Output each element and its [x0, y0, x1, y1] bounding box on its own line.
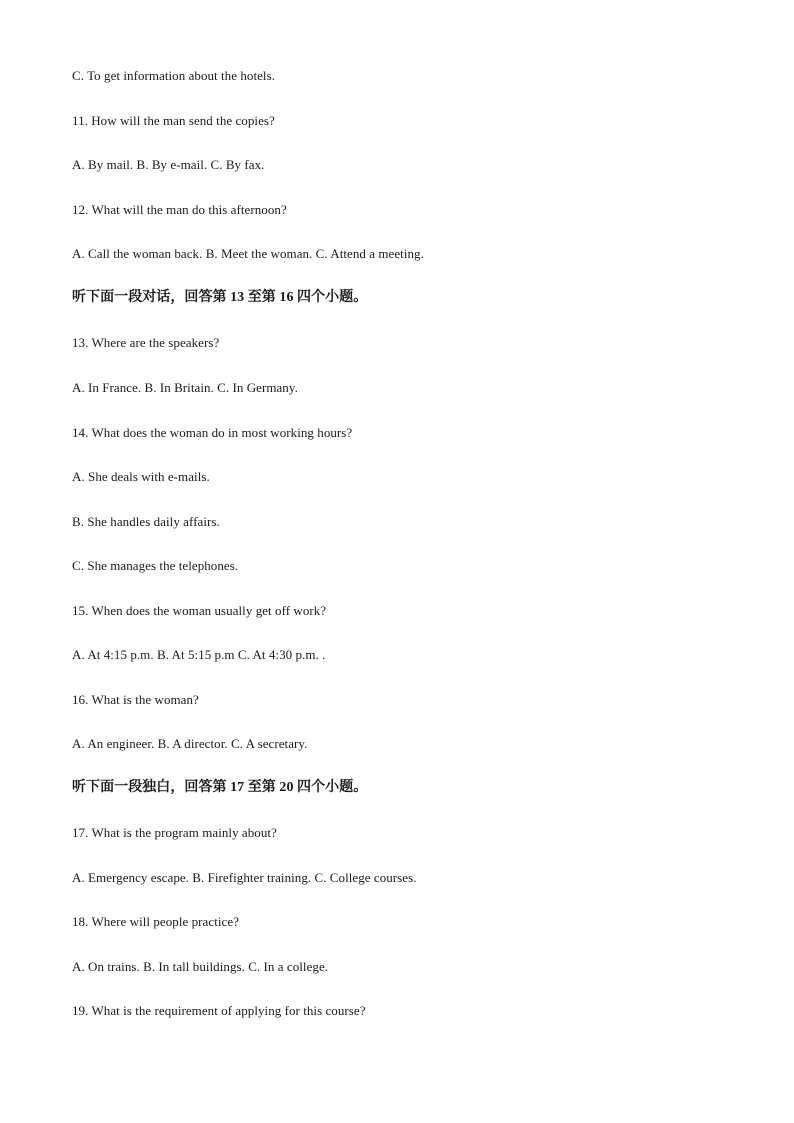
question-18: 18. Where will people practice?: [72, 914, 239, 929]
question-17: 17. What is the program mainly about?: [72, 825, 277, 840]
options-q18: A. On trains. B. In tall buildings. C. In a college.: [72, 959, 329, 974]
section-heading-13-16: 听下面一段对话，回答第 13 至第 16 四个小题。: [72, 290, 368, 305]
option-line-q10-c: C. To get information about the hotels.: [72, 68, 275, 83]
options-q13: A. In France. B. In Britain. C. In Germany.: [72, 380, 298, 395]
option-q14-c: C. She manages the telephones.: [72, 558, 239, 573]
question-15: 15. When does the woman usually get off work?: [72, 603, 327, 618]
question-14: 14. What does the woman do in most working hours?: [72, 425, 353, 440]
question-12: 12. What will the man do this afternoon?: [72, 202, 287, 217]
option-q14-a: A. She deals with e-mails.: [72, 469, 210, 484]
options-q11: A. By mail. B. By e-mail. C. By fax.: [72, 157, 265, 172]
options-q17: A. Emergency escape. B. Firefighter training. C. College courses.: [72, 870, 417, 885]
question-19: 19. What is the requirement of applying for this course?: [72, 1003, 366, 1018]
options-q16: A. An engineer. B. A director. C. A secretary.: [72, 736, 308, 751]
options-q12: A. Call the woman back. B. Meet the woman. C. Attend a meeting.: [72, 246, 424, 261]
option-q14-b: B. She handles daily affairs.: [72, 514, 220, 529]
question-11: 11. How will the man send the copies?: [72, 113, 275, 128]
section-heading-17-20: 听下面一段独白，回答第 17 至第 20 四个小题。: [72, 780, 368, 795]
options-q15: A. At 4:15 p.m. B. At 5:15 p.m C. At 4:30 p.m. .: [72, 647, 326, 662]
question-13: 13. Where are the speakers?: [72, 335, 220, 350]
question-16: 16. What is the woman?: [72, 692, 199, 707]
